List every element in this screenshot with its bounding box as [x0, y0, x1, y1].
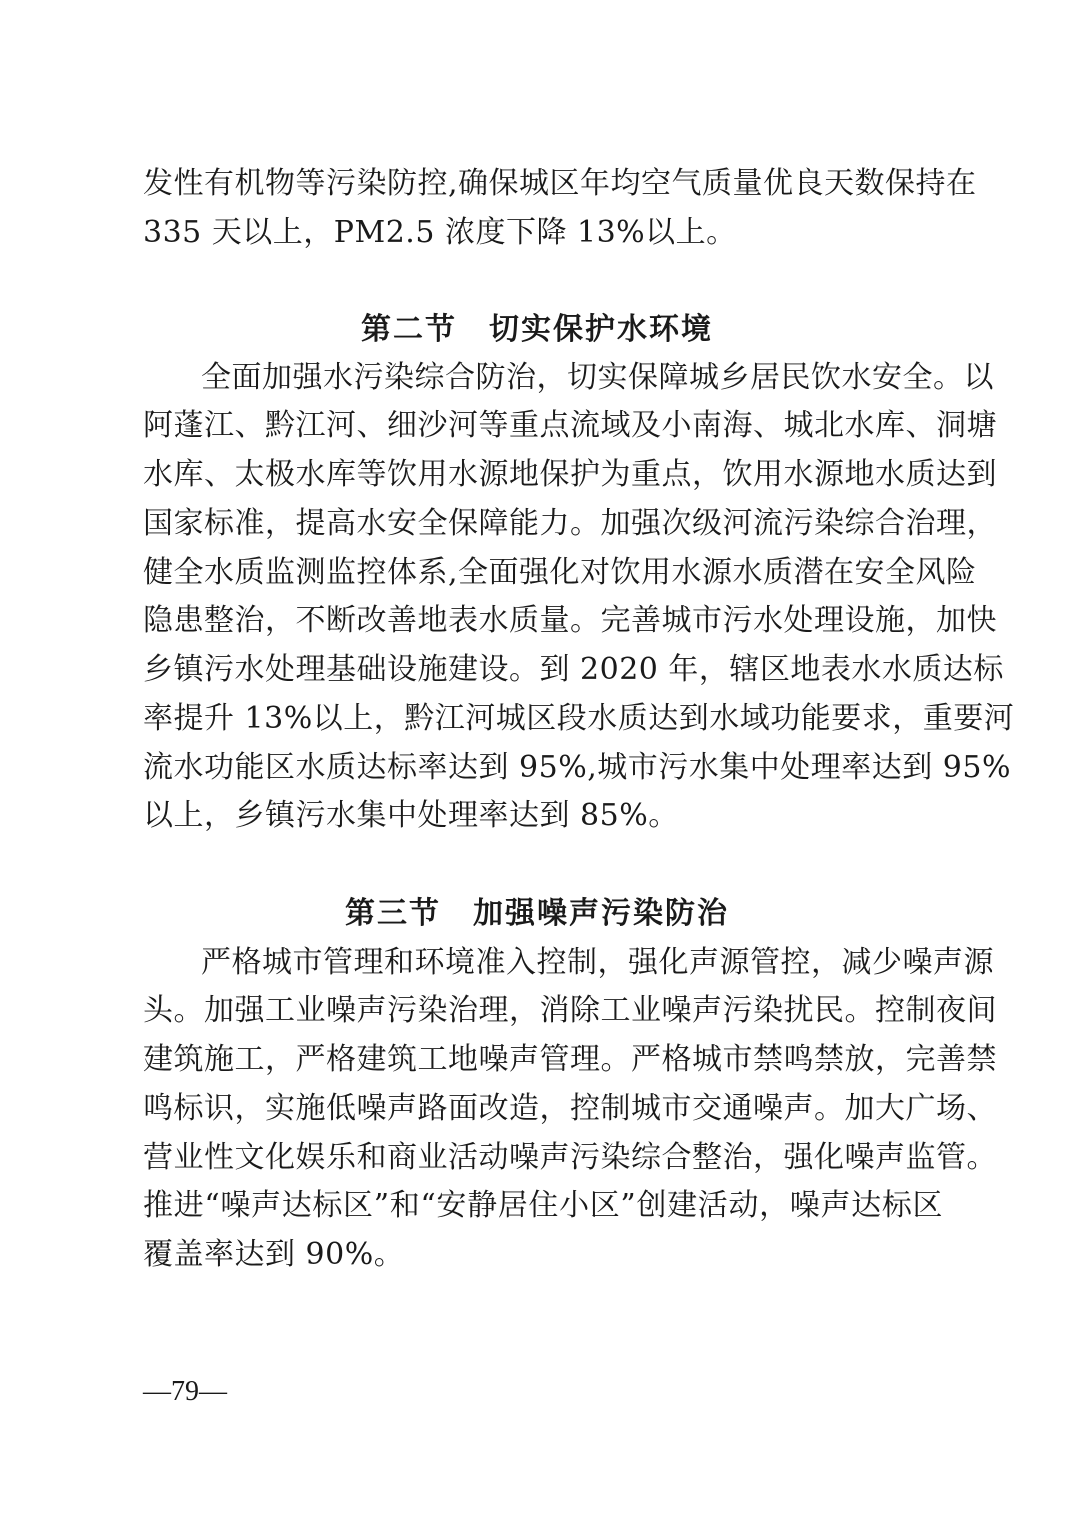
- paragraph-line: 335 天以上，PM2.5 浓度下降 13%以上。: [143, 215, 737, 250]
- paragraph-line: 建筑施工，严格建筑工地噪声管理。严格城市禁鸣禁放，完善禁: [143, 1042, 997, 1077]
- paragraph-line: 率提升 13%以上，黔江河城区段水质达到水域功能要求，重要河: [143, 701, 1015, 736]
- paragraph-line: 覆盖率达到 90%。: [143, 1237, 405, 1272]
- paragraph-line: 健全水质监测监控体系,全面强化对饮用水源水质潜在安全风险: [143, 555, 977, 590]
- page-number: —79—: [143, 1376, 227, 1407]
- paragraph-line: 发性有机物等污染防控,确保城区年均空气质量优良天数保持在: [143, 166, 977, 201]
- paragraph-line: 营业性文化娱乐和商业活动噪声污染综合整治，强化噪声监管。: [143, 1140, 997, 1175]
- paragraph-line: 推进“噪声达标区”和“安静居住小区”创建活动，噪声达标区: [143, 1188, 943, 1223]
- paragraph-line: 鸣标识，实施低噪声路面改造，控制城市交通噪声。加大广场、: [143, 1091, 997, 1126]
- paragraph-line: 国家标准，提高水安全保障能力。加强次级河流污染综合治理，: [143, 506, 997, 541]
- paragraph-line: 全面加强水污染综合防治，切实保障城乡居民饮水安全。以: [201, 360, 994, 395]
- paragraph-line: 隐患整治，不断改善地表水质量。完善城市污水处理设施，加快: [143, 603, 997, 638]
- paragraph-line: 以上，乡镇污水集中处理率达到 85%。: [143, 798, 679, 833]
- paragraph-line: 流水功能区水质达标率达到 95%,城市污水集中处理率达到 95%: [143, 750, 1011, 785]
- paragraph-line: 头。加强工业噪声污染治理，消除工业噪声污染扰民。控制夜间: [143, 993, 997, 1028]
- paragraph-line: 乡镇污水处理基础设施建设。到 2020 年，辖区地表水水质达标: [143, 652, 1004, 687]
- section-heading-3: 第三节 加强噪声污染防治: [345, 896, 729, 931]
- paragraph-line: 阿蓬江、黔江河、细沙河等重点流域及小南海、城北水库、洞塘: [143, 408, 997, 443]
- section-heading-2: 第二节 切实保护水环境: [361, 312, 713, 347]
- paragraph-line: 严格城市管理和环境准入控制，强化声源管控，减少噪声源: [201, 945, 994, 980]
- paragraph-line: 水库、太极水库等饮用水源地保护为重点，饮用水源地水质达到: [143, 457, 997, 492]
